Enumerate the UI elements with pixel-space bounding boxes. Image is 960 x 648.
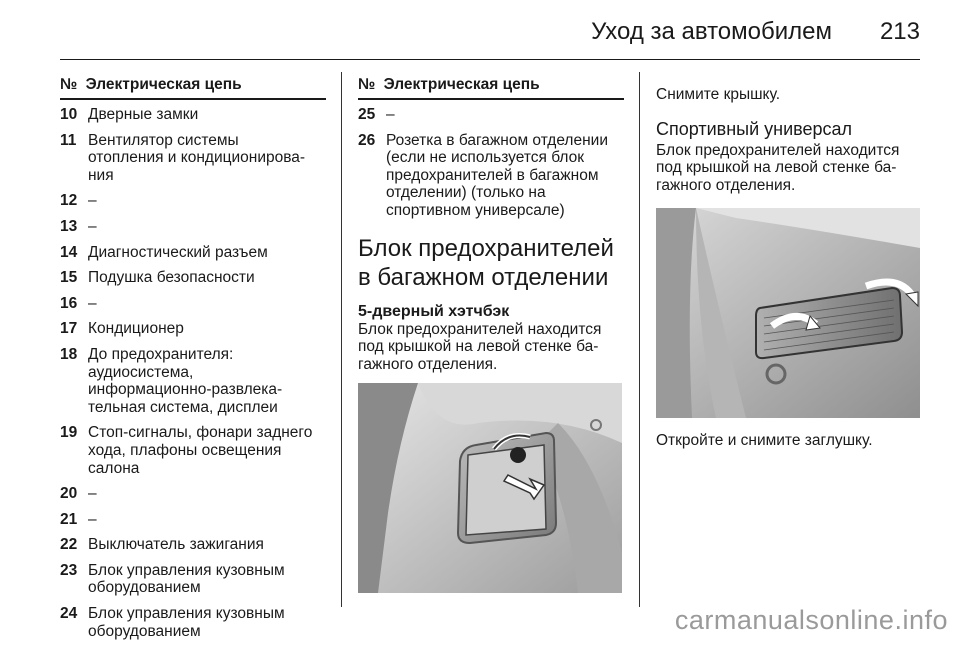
column-divider-1: [341, 72, 342, 607]
circuit-line: хода, плафоны освещения: [88, 441, 282, 459]
fuse-number: 14: [60, 243, 78, 261]
section-title-line: Блок предохранителей: [358, 234, 614, 262]
fuse-circuit: [88, 295, 326, 313]
circuit-line: отопления и кондиционирова-: [88, 149, 306, 167]
fuse-number: 16: [60, 294, 78, 312]
column-3: [656, 76, 920, 450]
header-rule: [60, 59, 920, 60]
circuit-line: ния: [88, 166, 114, 184]
fuse-number: 18: [60, 345, 78, 363]
table-row: [60, 511, 326, 529]
fuse-circuit: [88, 424, 326, 477]
table-row: [60, 485, 326, 503]
paragraph-line: Блок предохранителей находится: [358, 320, 602, 338]
fuse-circuit: [88, 562, 326, 597]
remove-cover-instruction: Снимите крышку.: [656, 86, 781, 103]
table-header-number: №: [60, 76, 78, 93]
paragraph-line: под крышкой на левой стенке ба-: [358, 338, 599, 356]
section-subtitle-hatchback: 5-дверный хэтчбэк: [358, 302, 510, 320]
watermark: carmanualsonline.info: [674, 605, 948, 635]
circuit-line: оборудованием: [88, 622, 201, 640]
estate-trunk-photo: [656, 208, 920, 418]
circuit-line: –: [88, 510, 97, 528]
circuit-line: отделении) (только на: [386, 184, 546, 202]
paragraph-line: под крышкой на левой стенке ба-: [656, 159, 897, 177]
section-title-line: в багажном отделении: [358, 263, 609, 291]
table-row: [60, 320, 326, 338]
circuit-line: Дверные замки: [88, 106, 199, 123]
circuit-line: –: [88, 217, 97, 235]
circuit-line: (если не используется блок: [386, 149, 585, 167]
fuse-table-rows: [60, 106, 326, 640]
fuse-circuit: [88, 511, 326, 529]
section-title: [358, 234, 624, 292]
circuit-line: оборудованием: [88, 579, 201, 597]
column-divider-2: [639, 72, 640, 607]
table-row: [60, 295, 326, 313]
table-row: [358, 132, 624, 220]
table-row: [60, 605, 326, 640]
table-row: [60, 346, 326, 416]
fuse-number: 19: [60, 424, 78, 442]
page-number: 213: [879, 18, 920, 45]
table-header-label: Электрическая цепь: [85, 76, 242, 93]
circuit-line: До предохранителя:: [88, 345, 234, 363]
circuit-line: аудиосистема,: [88, 363, 194, 381]
circuit-line: спортивном универсале): [386, 201, 565, 219]
column-2: [358, 76, 624, 593]
fuse-number: 25: [358, 106, 376, 123]
fuse-circuit: [88, 244, 326, 262]
paragraph-line: Блок предохранителей находится: [656, 141, 900, 159]
circuit-line: –: [88, 485, 97, 503]
table-row: [60, 132, 326, 185]
fuse-number: 12: [60, 192, 78, 210]
table-row: [60, 106, 326, 124]
fuse-circuit: [88, 320, 326, 338]
circuit-line: Блок управления кузовным: [88, 605, 285, 623]
circuit-line: –: [88, 192, 97, 210]
column-1: [60, 76, 326, 648]
fuse-circuit: [88, 106, 326, 124]
paragraph-line: гажного отделения.: [656, 176, 796, 194]
circuit-line: –: [386, 106, 395, 123]
table-row: [60, 218, 326, 236]
fuse-circuit: [88, 132, 326, 185]
circuit-line: –: [88, 294, 97, 312]
fuse-number: 10: [60, 106, 78, 123]
fuse-circuit: [88, 485, 326, 503]
table-row: [60, 424, 326, 477]
table-row: [358, 106, 624, 124]
fuse-circuit: [88, 346, 326, 416]
section-subtitle-estate: Спортивный универсал: [656, 118, 853, 139]
page-header: [60, 14, 920, 50]
circuit-line: Подушка безопасности: [88, 269, 255, 287]
circuit-line: информационно-развлека-: [88, 381, 283, 399]
table-row: [60, 536, 326, 554]
table-row: [60, 192, 326, 210]
circuit-line: тельная система, дисплеи: [88, 398, 278, 416]
table-header-number: №: [358, 76, 376, 93]
circuit-line: Вентилятор системы: [88, 131, 239, 149]
fuse-table-rows: [358, 106, 624, 220]
fuse-number: 11: [60, 131, 77, 149]
fuse-circuit: [386, 106, 624, 124]
fuse-circuit: [386, 132, 624, 220]
paragraph-line: гажного отделения.: [358, 355, 498, 373]
fuse-number: 21: [60, 510, 78, 528]
estate-description: [656, 142, 920, 195]
header-title: Уход за автомобилем: [591, 18, 832, 45]
fuse-number: 22: [60, 536, 78, 554]
table-row: [60, 269, 326, 287]
fuse-table-header: [358, 76, 624, 100]
circuit-line: Диагностический разъем: [88, 243, 268, 261]
circuit-line: предохранителей в багажном: [386, 166, 599, 184]
circuit-line: Кондиционер: [88, 320, 184, 338]
circuit-line: Выключатель зажигания: [88, 536, 264, 554]
fuse-number: 20: [60, 485, 78, 503]
circuit-line: салона: [88, 459, 140, 477]
hatchback-trunk-photo: [358, 383, 622, 593]
fuse-number: 13: [60, 217, 78, 235]
open-cap-caption: Откройте и снимите заглушку.: [656, 432, 873, 450]
fuse-number: 24: [60, 605, 78, 623]
fuse-circuit: [88, 605, 326, 640]
fuse-table-header: [60, 76, 326, 100]
fuse-circuit: [88, 218, 326, 236]
fuse-number: 15: [60, 269, 78, 287]
circuit-line: Стоп-сигналы, фонари заднего: [88, 424, 313, 442]
fuse-circuit: [88, 269, 326, 287]
fuse-number: 23: [60, 561, 78, 579]
table-row: [60, 244, 326, 262]
circuit-line: Блок управления кузовным: [88, 561, 285, 579]
fuse-number: 17: [60, 320, 78, 338]
fuse-circuit: [88, 192, 326, 210]
hatchback-description: [358, 321, 624, 374]
fuse-number: 26: [358, 131, 376, 149]
fuse-circuit: [88, 536, 326, 554]
table-header-label: Электрическая цепь: [383, 76, 540, 93]
circuit-line: Розетка в багажном отделении: [386, 131, 608, 149]
table-row: [60, 562, 326, 597]
